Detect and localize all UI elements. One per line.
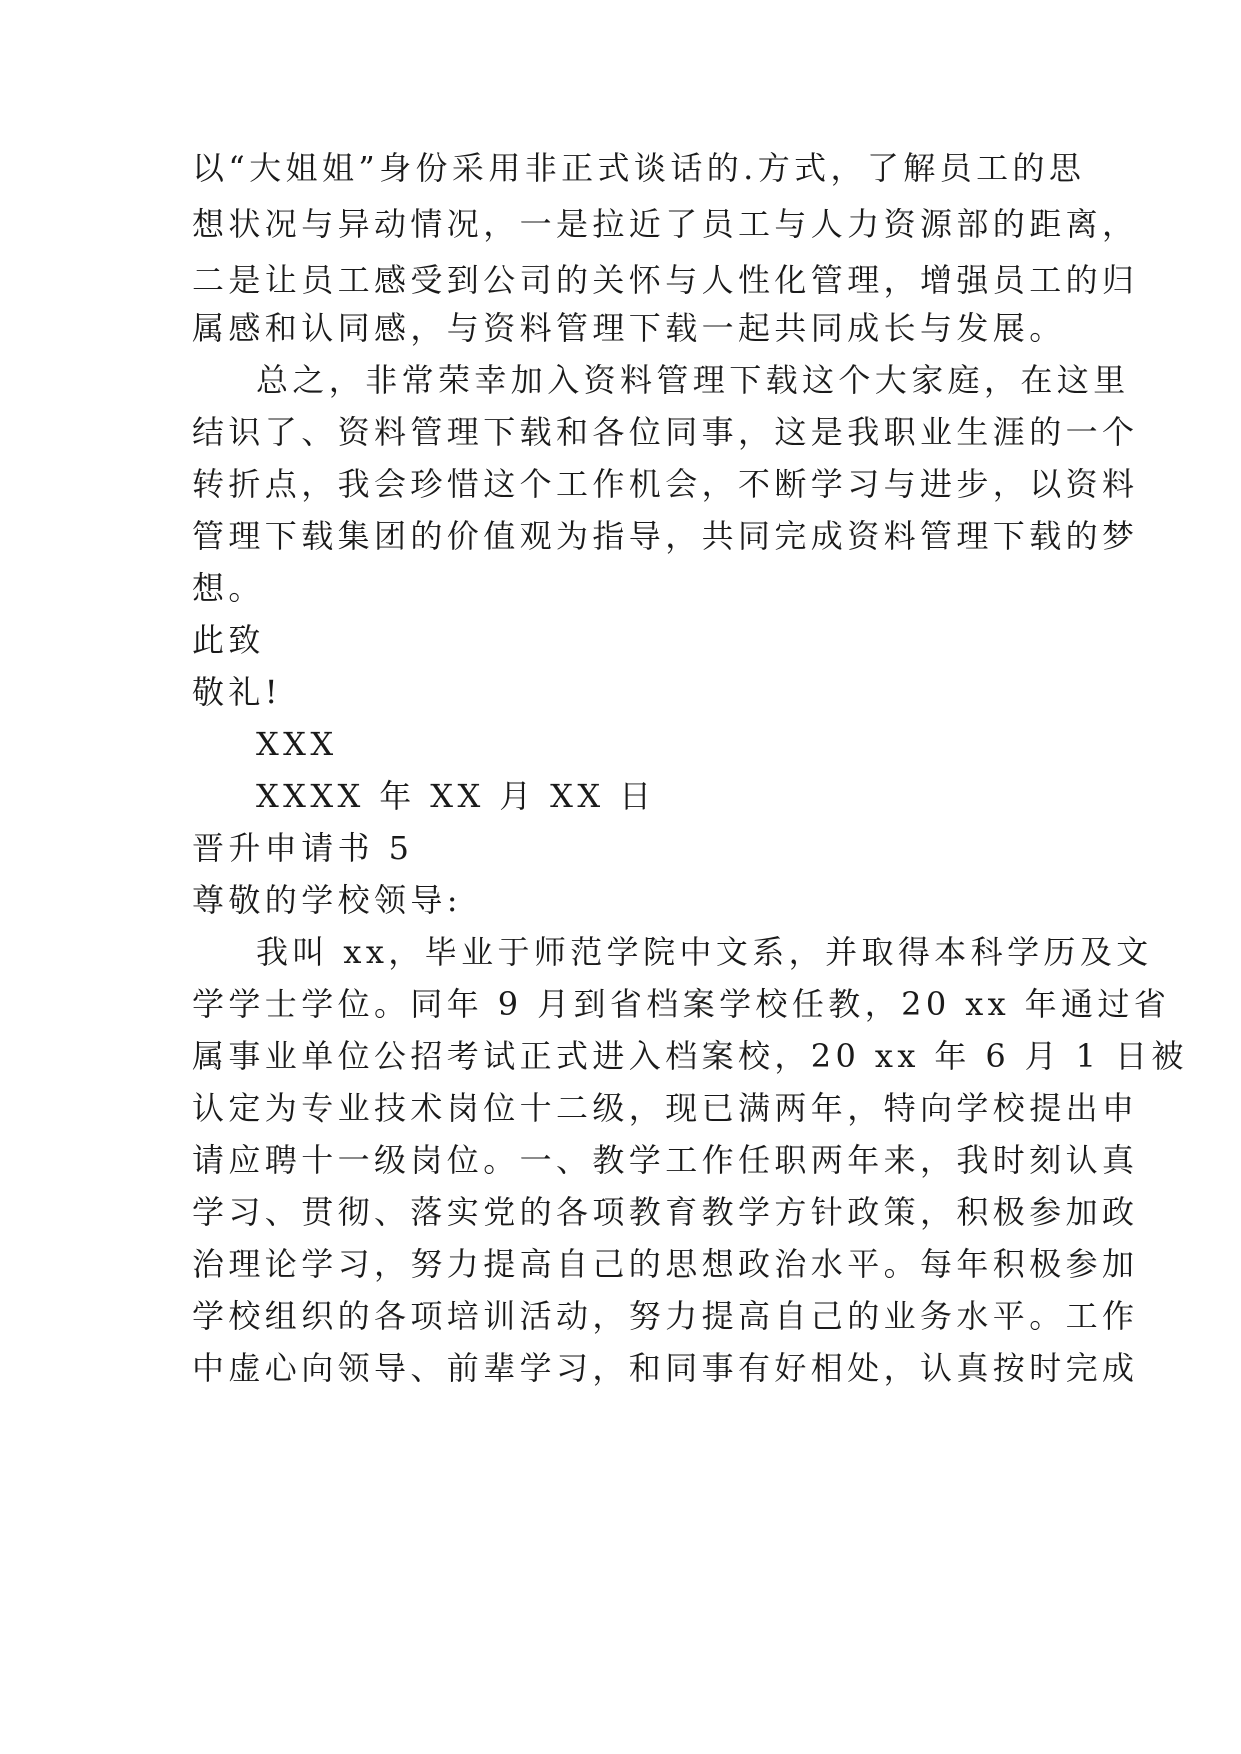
paragraph-line: 总之，非常荣幸加入资料管理下载这个大家庭，在这里 [256, 361, 1130, 399]
paragraph-line: 转折点，我会珍惜这个工作机会，不断学习与进步，以资料 [192, 465, 1139, 503]
paragraph-line: 治理论学习，努力提高自己的思想政治水平。每年积极参加 [192, 1245, 1139, 1283]
paragraph-line: 我叫 xx，毕业于师范学院中文系，并取得本科学历及文 [256, 933, 1153, 971]
paragraph-line: 学习、贯彻、落实党的各项教育教学方针政策，积极参加政 [192, 1193, 1139, 1231]
signature: XXX [256, 725, 338, 763]
paragraph-line: 请应聘十一级岗位。一、教学工作任职两年来，我时刻认真 [192, 1141, 1139, 1179]
paragraph-line: 学校组织的各项培训活动，努力提高自己的业务水平。工作 [192, 1297, 1139, 1335]
paragraph-line: 结识了、资料管理下载和各位同事，这是我职业生涯的一个 [192, 413, 1139, 451]
paragraph-line: 二是让员工感受到公司的关怀与人性化管理，增强员工的归 [192, 261, 1139, 299]
section-title: 晋升申请书 5 [192, 829, 414, 867]
paragraph-line: 想状况与异动情况，一是拉近了员工与人力资源部的距离， [192, 205, 1139, 243]
closing-salutation: 此致 [192, 621, 265, 659]
paragraph-line: 管理下载集团的价值观为指导，共同完成资料管理下载的梦 [192, 517, 1139, 555]
letter-greeting: 尊敬的学校领导: [192, 881, 462, 919]
paragraph-line: 属感和认同感，与资料管理下载一起共同成长与发展。 [192, 309, 1066, 347]
paragraph-line: 以“大姐姐”身份采用非正式谈话的.方式，了解员工的思 [192, 149, 1086, 187]
closing-regards: 敬礼! [192, 673, 283, 711]
paragraph-line: 属事业单位公招考试正式进入档案校，20 xx 年 6 月 1 日被 [192, 1037, 1188, 1075]
paragraph-line: 中虚心向领导、前辈学习，和同事有好相处，认真按时完成 [192, 1349, 1139, 1387]
paragraph-line: 学学士学位。同年 9 月到省档案学校任教，20 xx 年通过省 [192, 985, 1171, 1023]
paragraph-line: 想。 [192, 569, 265, 607]
paragraph-line: 认定为专业技术岗位十二级，现已满两年，特向学校提出申 [192, 1089, 1139, 1127]
signature-date: XXXX 年 XX 月 XX 日 [256, 777, 656, 815]
